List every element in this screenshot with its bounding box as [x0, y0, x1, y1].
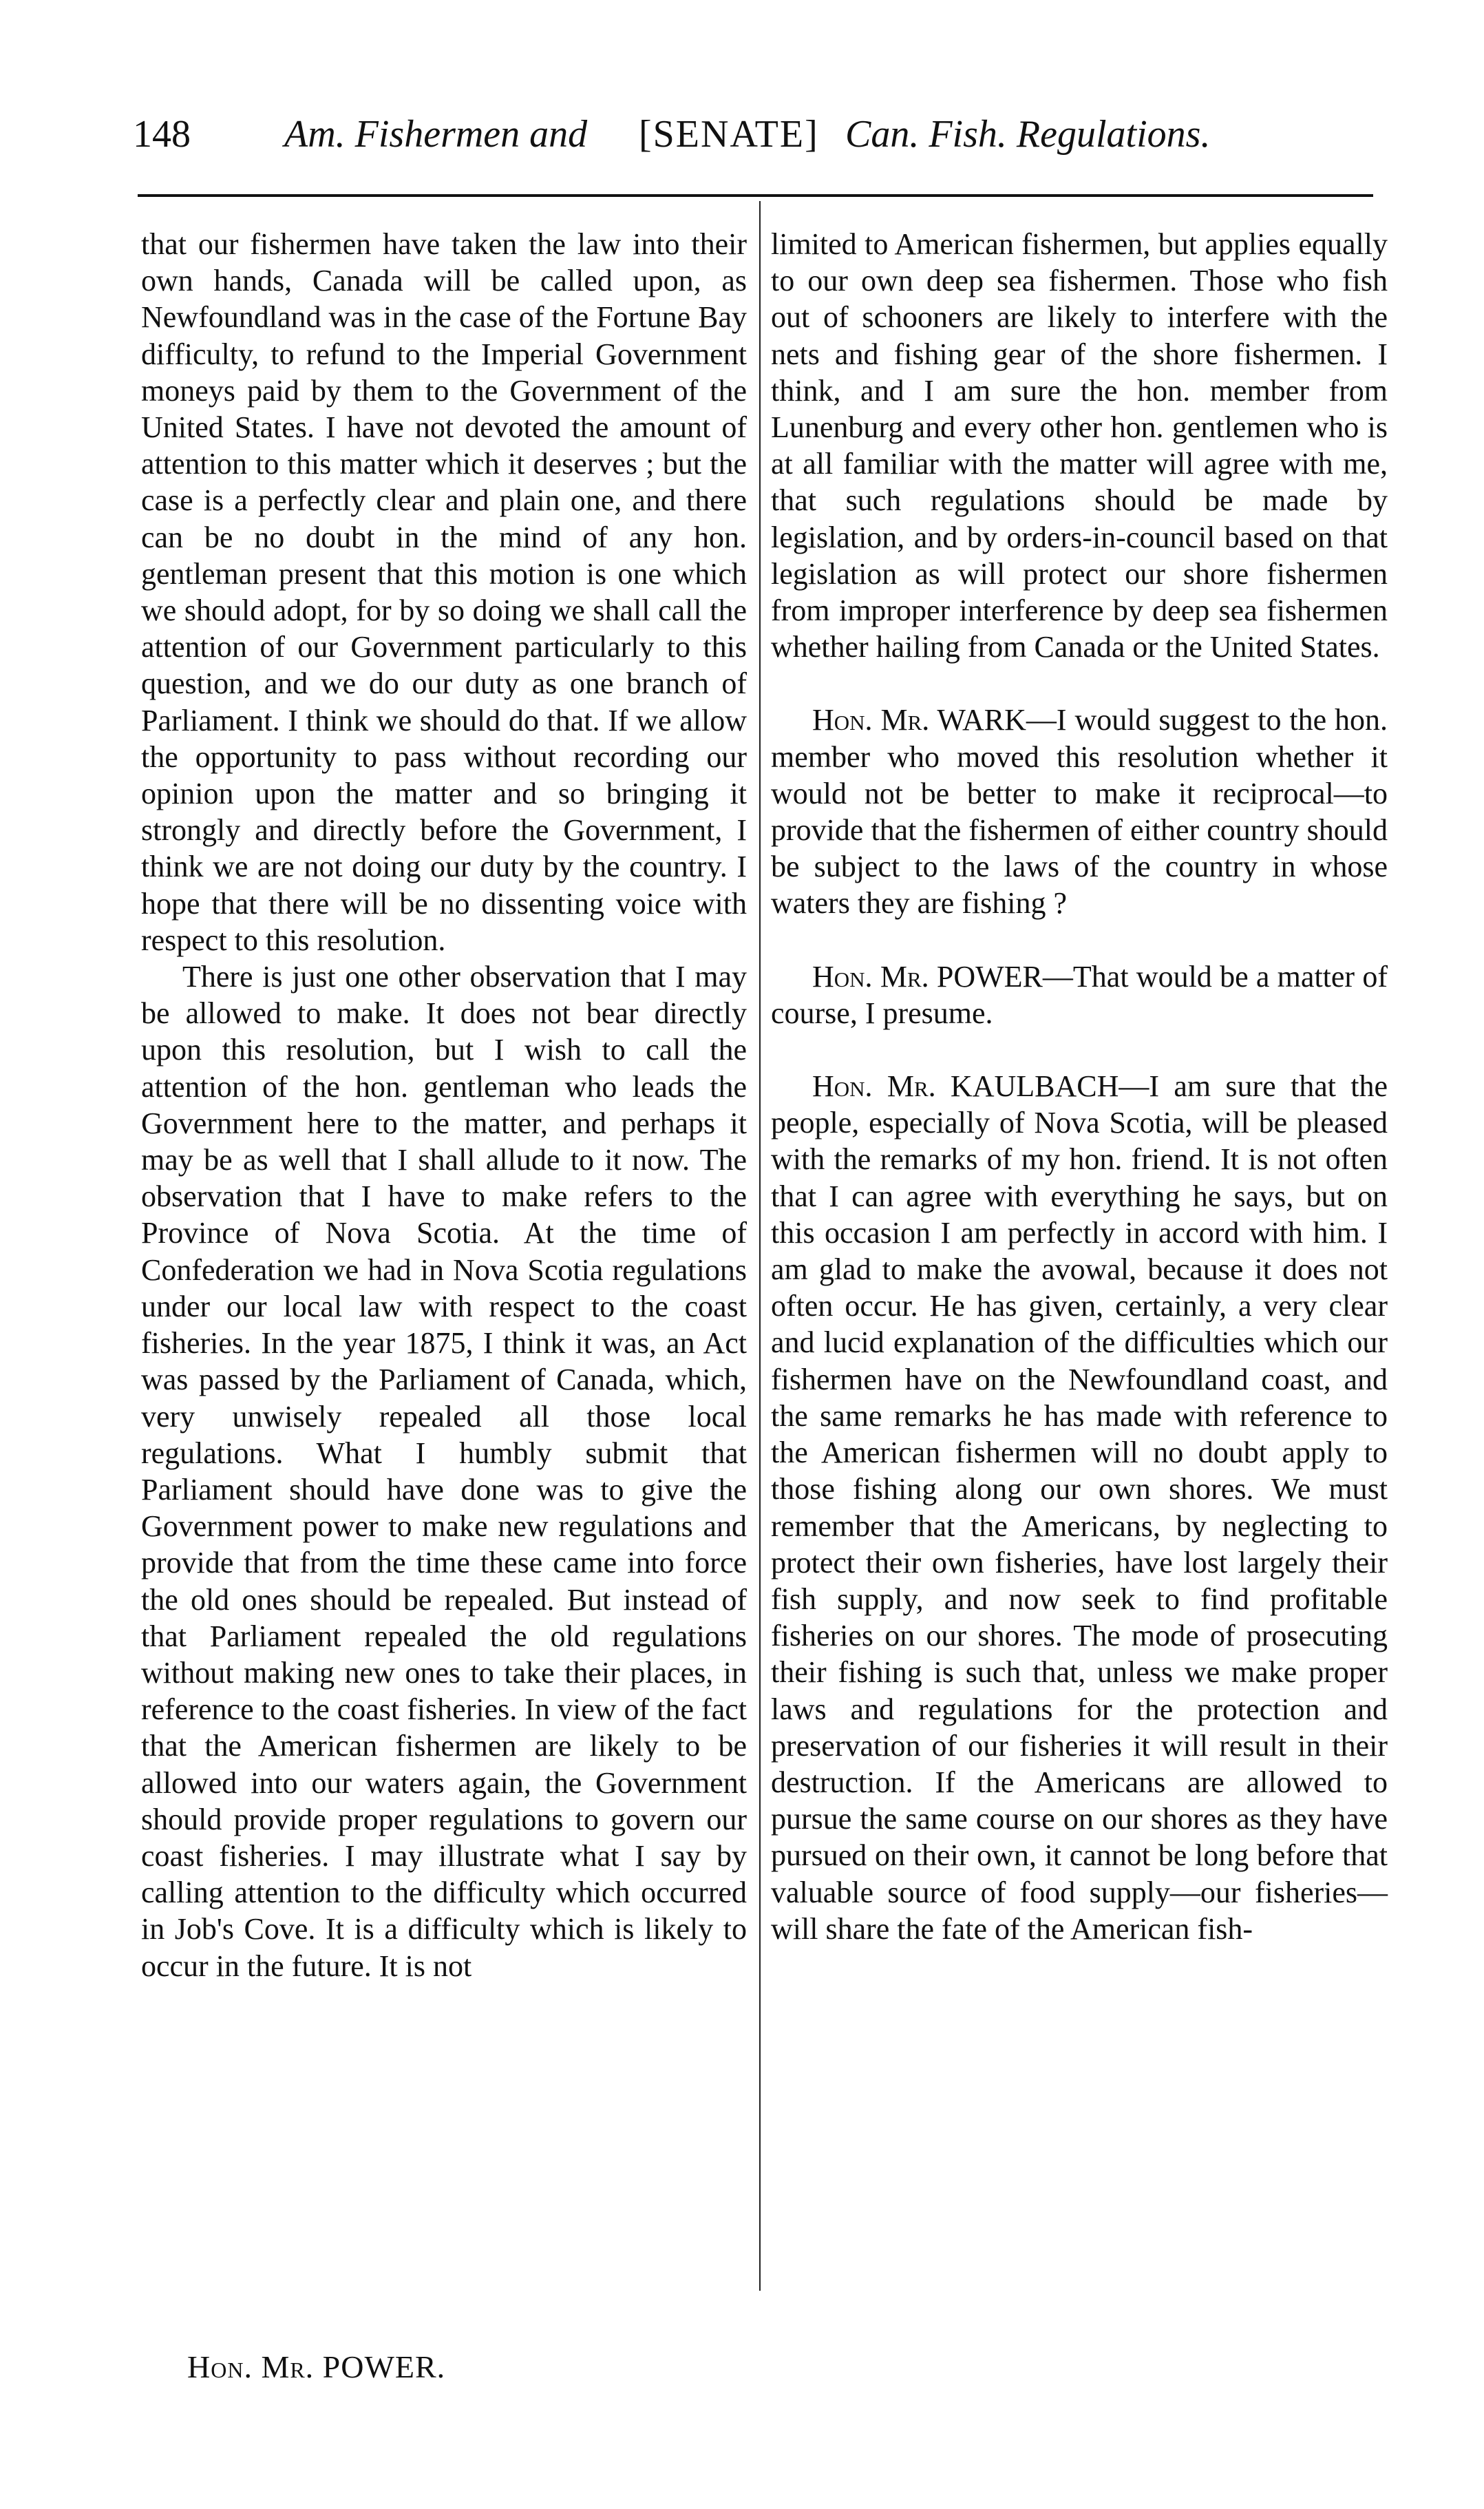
- page-number: 148: [133, 113, 191, 156]
- speech-wark-text: —I would suggest to the hon. member who moved this resolution whether it would not be better to make it reciprocal—to provide that the fishermen of either country should be subject to the laws of the country in whose waters they are fishing ?: [771, 703, 1388, 921]
- speech-power: [771, 958, 1388, 1031]
- speech-kaulbach-text: —I am sure that the people, especially of Nova Scotia, will be pleased with the remarks of my hon. friend. It is not often that I can agree with everything he says, but on this occasion I am perfectly in accord with him. I am glad to make the avowal, because it does not often occur. He has given, certainly, a very clear and lucid explanation of the difficulties which our fishermen have on the Newfoundland coast, and the same remarks he has made with reference to the American fishermen will no doubt apply to those fishing along our own shores. We must remember that the Americans, by neglecting to protect their own fisheries, have lost largely their fish supply, and now seek to find profitable fisheries on our shores. The mode of prosecuting their fishing is such that, unless we make proper laws and regulations for the protection and preservation of our fisheries it will result in their destruction. If the Americans are allowed to pursue the same course on our shores as they have pursued on their own, it cannot be long before that valuable source of food supply—our fisheries—will share the fate of the American fish-: [771, 1069, 1388, 1946]
- left-column: [141, 226, 747, 1984]
- column-divider: [759, 201, 761, 2291]
- right-column: [771, 226, 1388, 1947]
- speaker-wark: Hon. Mr. WARK: [812, 703, 1026, 737]
- running-head-left-title: Am. Fishermen and: [284, 113, 588, 156]
- running-head-right-title: Can. Fish. Regulations.: [845, 113, 1211, 156]
- page-header: [133, 103, 1358, 165]
- right-paragraph-1: limited to American fishermen, but applies equally to our own deep sea fishermen. Those who fish out of schooners are likely to interfere with the nets and fishing gear of the shore fishermen. I think, and I am sure the hon. member from Lunenburg and every other hon. gentlemen who is at all familiar with the matter will agree with me, that such regulations should be made by legislation, and by orders-in-council based on that legislation as will protect our shore fishermen from improper interference by deep sea fishermen whether hailing from Canada or the United States.: [771, 227, 1388, 664]
- header-rule: [138, 194, 1373, 197]
- left-paragraph-1: that our fishermen have taken the law into their own hands, Canada will be called upon, as Newfoundland was in the case of the Fortune Bay difficulty, to refund to the Imperial Government moneys paid by them to the Government of the United States. I have not devoted the amount of attention to this matter which it deserves ; but the case is a perfectly clear and plain one, and there can be no doubt in the mind of any hon. gentleman present that this motion is one which we should adopt, for by so doing we shall call the attention of our Government particularly to this question, and we do our duty as one branch of Parliament. I think we should do that. If we allow the opportunity to pass without recording our opinion upon the matter and so bringing it strongly and directly before the Government, I think we are not doing our duty by the country. I hope that there will be no dissenting voice with respect to this resolution.: [141, 227, 747, 957]
- speaker-power: Hon. Mr. POWER: [812, 959, 1043, 994]
- speech-wark: [771, 702, 1388, 921]
- left-paragraph-2: There is just one other observation that I may be allowed to make. It does not bear directly upon this resolution, but I wish to call the attention of the hon. gentleman who leads the Government here to the matter, and perhaps it may be as well that I shall allude to it now. The observation that I have to make refers to the Province of Nova Scotia. At the time of Confederation we had in Nova Scotia regulations under our local law with respect to the coast fisheries. In the year 1875, I think it was, an Act was passed by the Parliament of Canada, which, very unwisely repealed all those local regulations. What I humbly submit that Parliament should have done was to give the Government power to make new regulations and provide that from the time these came into force the old ones should be repealed. But instead of that Parliament repealed the old regulations without making new ones to take their places, in reference to the coast fisheries. In view of the fact that the American fishermen are likely to be allowed into our waters again, the Government should provide proper regulations to govern our coast fisheries. I may illustrate what I say by calling attention to the difficulty which occurred in Job's Cove. It is a difficulty which is likely to occur in the future. It is not: [141, 960, 747, 1983]
- running-head-house: [SENATE]: [639, 113, 819, 156]
- speech-kaulbach: [771, 1068, 1388, 1947]
- speaker-kaulbach: Hon. Mr. KAULBACH: [812, 1069, 1119, 1104]
- footer-speaker-line: Hon. Mr. POWER.: [187, 2349, 446, 2384]
- speech-power-text: —That would be a matter of course, I presume.: [771, 959, 1388, 1030]
